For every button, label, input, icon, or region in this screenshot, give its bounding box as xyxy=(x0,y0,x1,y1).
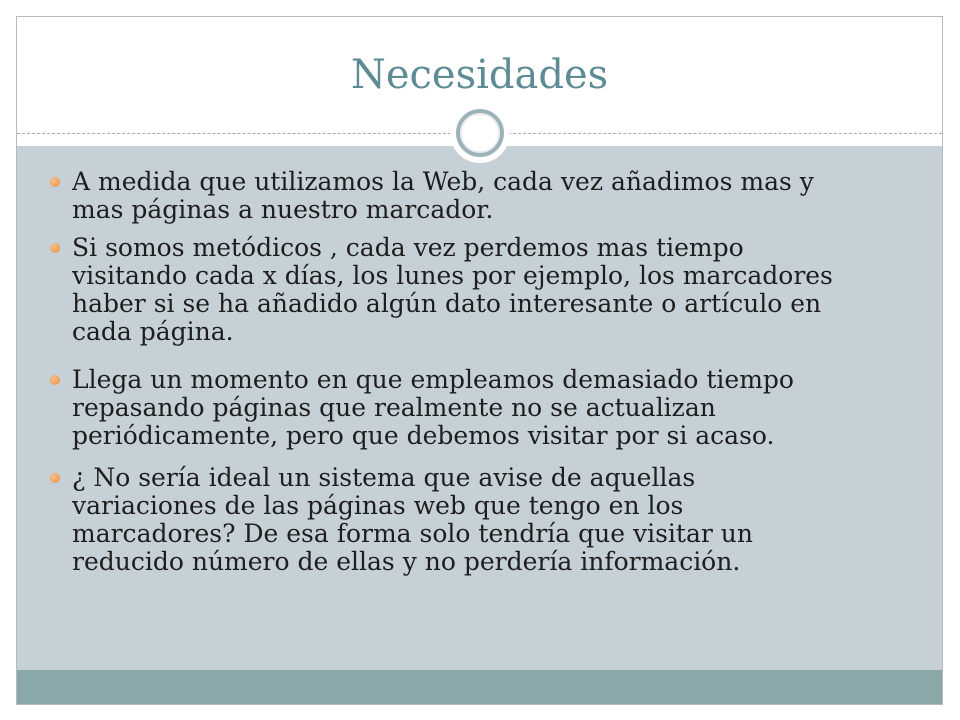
bullet-line: repasando páginas que realmente no se actualizan xyxy=(72,393,716,422)
bullet-item xyxy=(44,168,934,224)
bullet-line: mas páginas a nuestro marcador. xyxy=(72,195,494,224)
bullet-line: A medida que utilizamos la Web, cada vez añadimos mas y xyxy=(72,167,814,196)
bullet-dot-icon xyxy=(50,473,60,483)
bullet-line: Si somos metódicos , cada vez perdemos mas tiempo xyxy=(72,233,744,262)
footer-band xyxy=(17,670,942,704)
bullet-line: visitando cada x días, los lunes por ejemplo, los marcadores xyxy=(72,261,833,290)
bullet-dot-icon xyxy=(50,243,60,253)
bullet-line: reducido número de ellas y no perdería información. xyxy=(72,547,741,576)
bullet-line: haber si se ha añadido algún dato interesante o artículo en xyxy=(72,289,822,318)
bullet-line: marcadores? De esa forma solo tendría que visitar un xyxy=(72,519,753,548)
bullet-item xyxy=(44,234,934,346)
bullet-item xyxy=(44,366,934,450)
slide-title: Necesidades xyxy=(350,52,609,98)
bullet-dot-icon xyxy=(50,375,60,385)
ring-ornament-icon xyxy=(449,102,511,164)
bullet-line: periódicamente, pero que debemos visitar por si acaso. xyxy=(72,421,775,450)
bullet-list xyxy=(44,168,934,576)
bullet-item xyxy=(44,464,934,576)
bullet-line: cada página. xyxy=(72,317,234,346)
bullet-line: variaciones de las páginas web que tengo en los xyxy=(72,491,684,520)
bullet-line: ¿ No sería ideal un sistema que avise de aquellas xyxy=(72,463,696,492)
bullet-dot-icon xyxy=(50,177,60,187)
bullet-line: Llega un momento en que empleamos demasiado tiempo xyxy=(72,365,794,394)
